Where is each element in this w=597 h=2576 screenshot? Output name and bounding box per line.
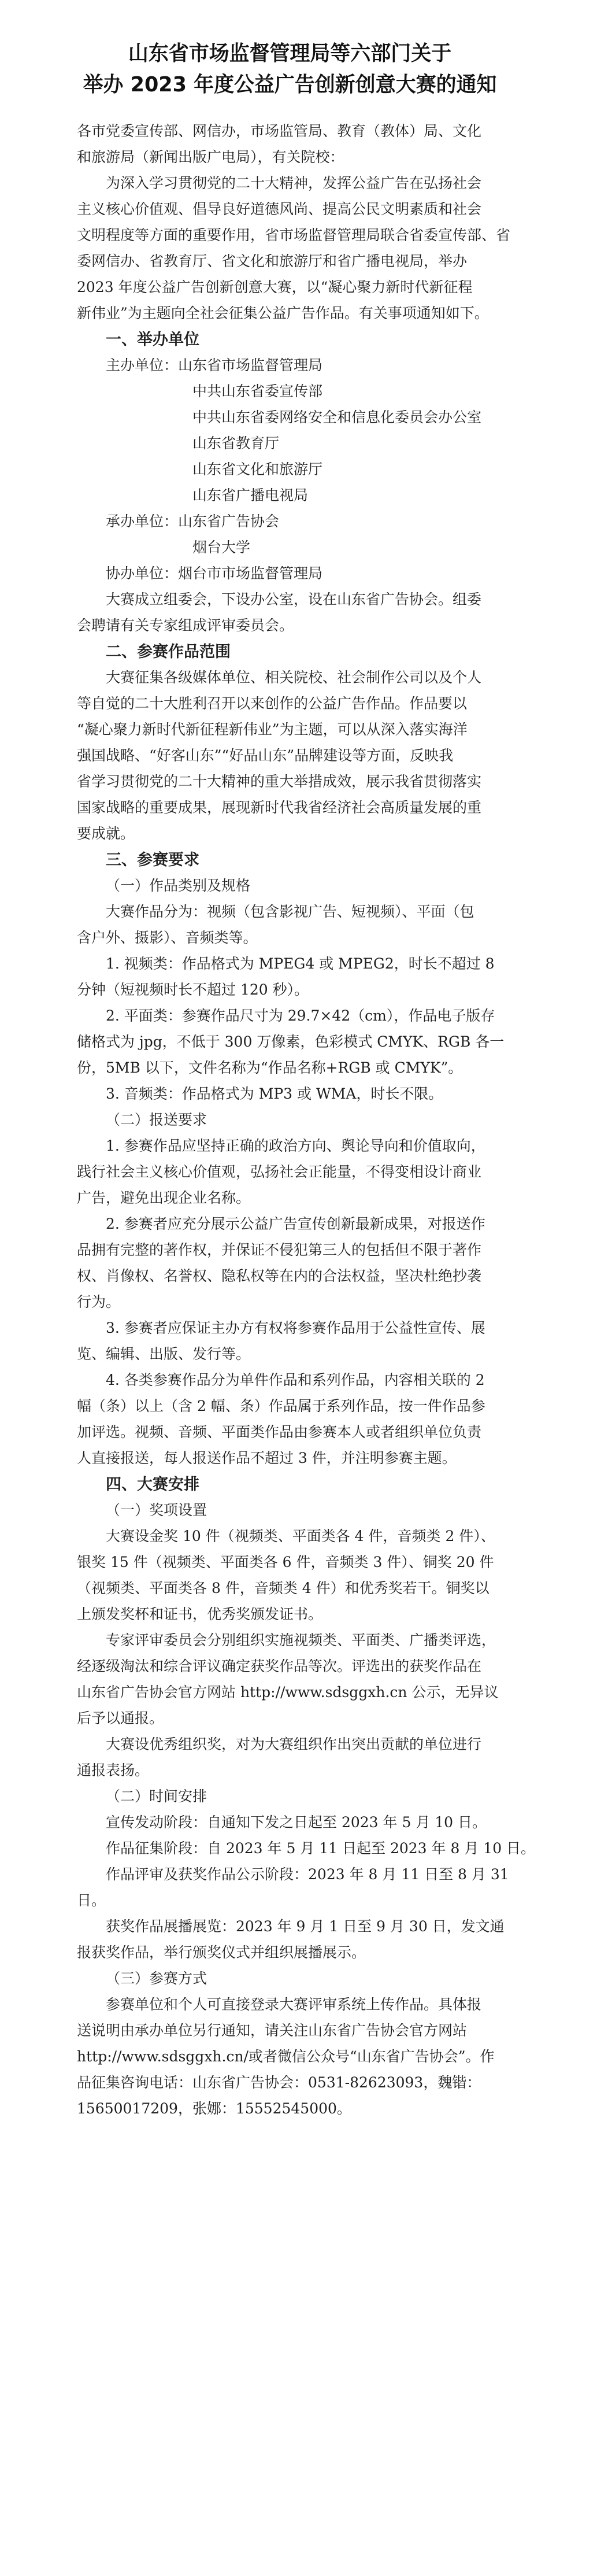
organizer-line: 协办单位：烟台市市场监督管理局 xyxy=(106,565,323,582)
organizer-line: 山东省广播电视局 xyxy=(192,487,309,504)
subsection-heading: （一）作品类别及规格 xyxy=(106,877,251,894)
paragraph-line: 加评选。视频、音频、平面类作品由参赛本人或者组织单位负责 xyxy=(77,1424,482,1440)
contact-line: 品征集咨询电话：山东省广告协会：0531-82623093，魏锴： xyxy=(77,2074,481,2091)
paragraph-line: 文明程度等方面的重要作用，省市场监督管理局联合省委宣传部、省 xyxy=(77,227,511,243)
section-heading: 二、参赛作品范围 xyxy=(106,643,231,661)
paragraph-line: 专家评审委员会分别组织实施视频类、平面类、广播类评选， xyxy=(106,1632,496,1649)
paragraph-line: 大赛成立组委会，下设办公室，设在山东省广告协会。组委 xyxy=(106,591,482,608)
paragraph-line: 新伟业”为主题向全社会征集公益广告作品。有关事项通知如下。 xyxy=(77,305,489,321)
paragraph-line: 银奖 15 件（视频类、平面类各 6 件，音频类 3 件）、铜奖 20 件 xyxy=(77,1554,494,1570)
paragraph-line: 3. 音频类：作品格式为 MP3 或 WMA，时长不限。 xyxy=(106,1085,443,1102)
paragraph-line: 要成就。 xyxy=(77,825,135,842)
section-heading: 一、举办单位 xyxy=(106,331,199,349)
subsection-heading: （三）参赛方式 xyxy=(106,1970,207,1987)
schedule-line: 作品征集阶段：自 2023 年 5 月 11 日起至 2023 年 8 月 10 日。 xyxy=(106,1840,536,1857)
contact-line: 15650017209，张娜：15552545000。 xyxy=(77,2100,351,2117)
paragraph-line: 份，5MB 以下，文件名称为“作品名称+RGB 或 CMYK”。 xyxy=(77,1059,463,1076)
paragraph-line: 4. 各类参赛作品分为单件作品和系列作品，内容相关联的 2 xyxy=(106,1372,485,1388)
paragraph-line: 分钟（短视频时长不超过 120 秒）。 xyxy=(77,981,309,998)
paragraph-line: 通报表扬。 xyxy=(77,1762,150,1779)
organizer-line: 烟台大学 xyxy=(192,539,251,556)
paragraph-line: 幅（条）以上（含 2 幅、条）作品属于系列作品，按一件作品参 xyxy=(77,1398,485,1414)
section-heading: 四、大赛安排 xyxy=(106,1476,199,1494)
paragraph-line: 广告，避免出现企业名称。 xyxy=(77,1189,251,1206)
paragraph-line: 后予以通报。 xyxy=(77,1710,164,1727)
subsection-heading: （一）奖项设置 xyxy=(106,1502,207,1518)
paragraph-line: 委网信办、省教育厅、省文化和旅游厅和省广播电视局，举办 xyxy=(77,253,468,269)
organizer-line: 主办单位：山东省市场监督管理局 xyxy=(106,357,323,374)
paragraph-line: 1. 视频类：作品格式为 MPEG4 或 MPEG2，时长不超过 8 xyxy=(106,955,495,972)
schedule-line: 报获奖作品，举行颁奖仪式并组织展播展示。 xyxy=(77,1944,366,1961)
paragraph-line: “凝心聚力新时代新征程新伟业”为主题，可以从深入落实海洋 xyxy=(77,721,468,738)
paragraph-line: 为深入学习贯彻党的二十大精神，发挥公益广告在弘扬社会 xyxy=(106,175,482,191)
paragraph-line: 人直接报送，每人报送作品不超过 3 件，并注明参赛主题。 xyxy=(77,1450,457,1466)
schedule-line: 作品评审及获奖作品公示阶段：2023 年 8 月 11 日至 8 月 31 xyxy=(106,1866,509,1883)
paragraph-line: 大赛设金奖 10 件（视频类、平面类各 4 件，音频类 2 件）、 xyxy=(106,1528,495,1544)
paragraph-line: 主义核心价值观、倡导良好道德风尚、提高公民文明素质和社会 xyxy=(77,201,482,217)
organizer-line: 山东省文化和旅游厅 xyxy=(192,461,323,478)
paragraph-line: 上颁发奖杯和证书，优秀奖颁发证书。 xyxy=(77,1606,323,1623)
addressees-line: 各市党委宣传部、网信办，市场监管局、教育（教体）局、文化 xyxy=(77,123,482,139)
paragraph-line: 2. 平面类：参赛作品尺寸为 29.7×42（cm），作品电子版存 xyxy=(106,1007,495,1024)
addressees-line: 和旅游局（新闻出版广电局），有关院校： xyxy=(77,149,344,165)
paragraph-line: 践行社会主义核心价值观，弘扬社会正能量，不得变相设计商业 xyxy=(77,1163,482,1180)
paragraph-line: 1. 参赛作品应坚持正确的政治方向、舆论导向和价值取向， xyxy=(106,1137,485,1154)
paragraph-line: 会聘请有关专家组成评审委员会。 xyxy=(77,617,294,634)
schedule-line: 宣传发动阶段：自通知下发之日起至 2023 年 5 月 10 日。 xyxy=(106,1814,487,1831)
organizer-line: 山东省教育厅 xyxy=(192,435,280,452)
document-title-line-1: 山东省市场监督管理局等六部门关于 xyxy=(128,42,452,65)
paragraph-line: 强国战略、“好客山东”“好品山东”品牌建设等方面，反映我 xyxy=(77,747,454,764)
paragraph-line: 2. 参赛者应充分展示公益广告宣传创新最新成果，对报送作 xyxy=(106,1215,485,1232)
paragraph-line: 山东省广告协会官方网站 http://www.sdsggxh.cn 公示，无异议 xyxy=(77,1684,499,1701)
paragraph-line: 省学习贯彻党的二十大精神的重大举措成效，展示我省贯彻落实 xyxy=(77,773,482,790)
section-heading: 三、参赛要求 xyxy=(106,851,199,869)
paragraph-line: 品拥有完整的著作权，并保证不侵犯第三人的包括但不限于著作 xyxy=(77,1241,482,1258)
paragraph-line: 大赛作品分为：视频（包含影视广告、短视频）、平面（包 xyxy=(106,903,474,920)
paragraph-line: 览、编辑、出版、发行等。 xyxy=(77,1346,251,1362)
paragraph-line: 大赛征集各级媒体单位、相关院校、社会制作公司以及个人 xyxy=(106,669,482,686)
paragraph-line: 3. 参赛者应保证主办方有权将参赛作品用于公益性宣传、展 xyxy=(106,1320,485,1336)
schedule-line: 获奖作品展播展览：2023 年 9 月 1 日至 9 月 30 日，发文通 xyxy=(106,1918,505,1935)
paragraph-line: 参赛单位和个人可直接登录大赛评审系统上传作品。具体报 xyxy=(106,1996,482,2013)
paragraph-line: 等自觉的二十大胜利召开以来创作的公益广告作品。作品要以 xyxy=(77,695,468,712)
subsection-heading: （二）报送要求 xyxy=(106,1111,207,1128)
paragraph-line: 送说明由承办单位另行通知，请关注山东省广告协会官方网站 xyxy=(77,2022,468,2039)
organizer-line: 中共山东省委网络安全和信息化委员会办公室 xyxy=(192,409,482,426)
organizer-line: 承办单位：山东省广告协会 xyxy=(106,513,280,530)
paragraph-line: http://www.sdsggxh.cn/或者微信公众号“山东省广告协会”。作 xyxy=(77,2048,495,2065)
paragraph-line: 储格式为 jpg，不低于 300 万像素，色彩模式 CMYK、RGB 各一 xyxy=(77,1033,505,1050)
subsection-heading: （二）时间安排 xyxy=(106,1788,207,1805)
schedule-line: 日。 xyxy=(77,1892,106,1909)
paragraph-line: 权、肖像权、名誉权、隐私权等在内的合法权益，坚决杜绝抄袭 xyxy=(77,1267,482,1284)
paragraph-line: 2023 年度公益广告创新创意大赛，以“凝心聚力新时代新征程 xyxy=(77,279,473,295)
paragraph-line: 经逐级淘汰和综合评议确定获奖作品等次。评选出的获奖作品在 xyxy=(77,1658,482,1675)
paragraph-line: 大赛设优秀组织奖，对为大赛组织作出突出贡献的单位进行 xyxy=(106,1736,482,1753)
paragraph-line: 行为。 xyxy=(77,1293,121,1310)
paragraph-line: （视频类、平面类各 8 件，音频类 4 件）和优秀奖若干。铜奖以 xyxy=(77,1580,490,1596)
organizer-line: 中共山东省委宣传部 xyxy=(192,383,323,400)
paragraph-line: 国家战略的重要成果，展现新时代我省经济社会高质量发展的重 xyxy=(77,799,482,816)
paragraph-line: 含户外、摄影）、音频类等。 xyxy=(77,929,258,946)
document-title-line-2: 举办 2023 年度公益广告创新创意大赛的通知 xyxy=(83,73,497,97)
